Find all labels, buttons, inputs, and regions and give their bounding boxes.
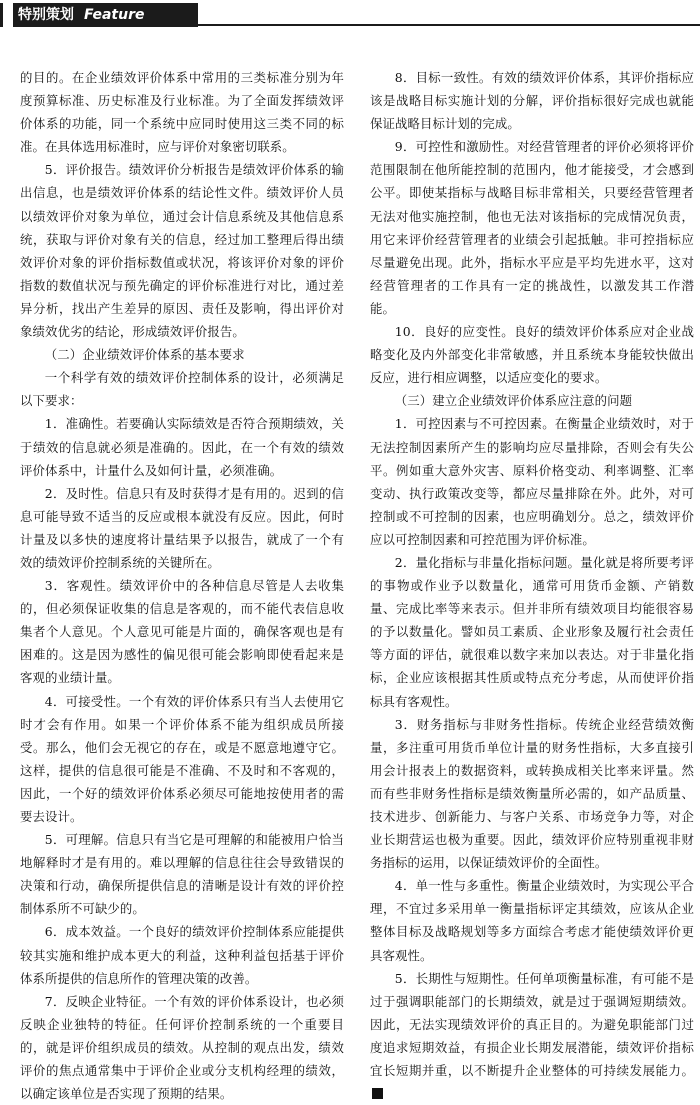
paragraph: 1．可控因素与不可控因素。在衡量企业绩效时，对于无法控制因素所产生的影响均应尽量排除，否则会有失公平。例如重大意外灾害、原料价格变动、利率调整、汇率变动、执行政策改变等，都应尽量排除在外。此外，对可控制或不可控制的因素，也应明确划分。总之，绩效评价应以可控制因素和可控范围为评价标准。 bbox=[370, 416, 694, 547]
paragraph: 一个科学有效的绩效评价控制体系的设计，必须满足以下要求： bbox=[20, 370, 344, 409]
paragraph: 5．评价报告。绩效评价分析报告是绩效评价体系的输出信息，也是绩效评价体系的结论性文件。绩效评价人员以绩效评价对象为单位，通过会计信息系统及其他信息系统，获取与评价对象有关的信息，经过加工整理后得出绩效评价对象的评价指标数值或状况，将该评价对象的评价指数的数值状况与预先确定的评价标准进行对比，通过差异分析，找出产生差异的原因、责任及影响，得出评价对象绩效优劣的结论，形成绩效评价报告。 bbox=[20, 162, 344, 340]
end-of-article-mark bbox=[372, 1088, 383, 1099]
paragraph-last bbox=[370, 967, 694, 1105]
right-column bbox=[370, 66, 694, 1105]
paragraph: 2．量化指标与非量化指标问题。量化就是将所要考评的事物或作业予以数量化，通常可用货币金额、产销数量、完成比率等来表示。但并非所有绩效项目均能很容易的予以数量化。譬如员工素质、企业形象及履行社会责任等方面的评估，就很难以数字来加以表达。对于非量化指标，企业应该根据其性质或特点充分考虑，从而使评价指标具有客观性。 bbox=[370, 554, 694, 709]
section-label-en: Feature bbox=[84, 7, 145, 23]
header-rule bbox=[198, 24, 700, 26]
paragraph: 4．单一性与多重性。衡量企业绩效时，为实现公平合理，不宜过多采用单一衡量指标评定其绩效，应该从企业整体目标及战略规划等多方面综合考虑才能使绩效评价更具客观性。 bbox=[370, 878, 694, 963]
paragraph: 7．反映企业特征。一个有效的评价体系设计，也必须反映企业独特的特征。任何评价控制系统的一个重要目的，就是评价组织成员的绩效。从控制的观点出发，绩效评价的焦点通常集中于评价企业或分支机构经理的绩效，以确定该单位是否实现了预期的结果。 bbox=[20, 993, 344, 1102]
section-label bbox=[18, 3, 144, 27]
paragraph: 3．财务指标与非财务性指标。传统企业经营绩效衡量，多注重可用货币单位计量的财务性指标，大多直接引用会计报表上的数据资料，或转换成相关比率来评量。然而有些非财务性指标是绩效衡量所必需的，如产品质量、技术进步、创新能力、与客户关系、市场竞争力等，对企业长期营运也极为重要。因此，绩效评价应特别重视非财务指标的运用，以保证绩效评价的全面性。 bbox=[370, 716, 694, 871]
section-heading: （二）企业绩效评价体系的基本要求 bbox=[44, 347, 245, 363]
paragraph-last-text: 5．长期性与短期性。任何单项衡量标准，有可能不是过于强调职能部门的长期绩效，就是过于强调短期绩效。因此，无法实现绩效评价的真正目的。为避免职能部门过度追求短期效益，有损企业长期发展潜能，绩效评价指标宜长短期并重，以不断提升企业整体的可持续发展能力。 bbox=[370, 970, 694, 1079]
section-heading: （三）建立企业绩效评价体系应注意的问题 bbox=[394, 393, 633, 409]
header-decor-block bbox=[3, 3, 13, 27]
paragraph: 4．可接受性。一个有效的评价体系只有当人去使用它时才会有作用。如果一个评价体系不能为组织成员所接受。那么，他们会无视它的存在，或是不愿意地遵守它。这样，提供的信息很可能是不准确、不及时和不客观的，因此，一个好的绩效评价体系必须尽可能地按使用者的需要去设计。 bbox=[20, 693, 344, 824]
paragraph: 8．目标一致性。有效的绩效评价体系，其评价指标应该是战略目标实施计划的分解，评价指标很好完成也就能保证战略目标计划的完成。 bbox=[370, 70, 694, 132]
paragraph: 6．成本效益。一个良好的绩效评价控制体系应能提供较其实施和维护成本更大的利益，这种利益包括基于评价体系所提供的信息所作的管理决策的改善。 bbox=[20, 924, 344, 986]
section-label-zh: 特别策划 bbox=[18, 7, 74, 23]
left-column bbox=[20, 66, 344, 1105]
paragraph: 10．良好的应变性。良好的绩效评价体系应对企业战略变化及内外部变化非常敏感，并且系统本身能较快做出反应，进行相应调整，以适应变化的要求。 bbox=[370, 324, 694, 386]
paragraph: 的目的。在企业绩效评价体系中常用的三类标准分别为年度预算标准、历史标准及行业标准。为了全面发挥绩效评价体系的功能，同一个系统中应同时使用这三类不同的标准。在具体选用标准时，应与评价对象密切联系。 bbox=[20, 70, 344, 155]
paragraph: 2．及时性。信息只有及时获得才是有用的。迟到的信息可能导致不适当的反应或根本就没有反应。因此，何时计量及以多快的速度将计量结果予以报告，就成了一个有效的绩效评价控制系统的关键所在。 bbox=[20, 485, 344, 570]
page-header bbox=[0, 0, 700, 28]
paragraph: 5．可理解。信息只有当它是可理解的和能被用户恰当地解释时才是有用的。难以理解的信息往往会导致错误的决策和行动，确保所提供信息的清晰是设计有效的评价控制体系所不可缺少的。 bbox=[20, 832, 344, 917]
paragraph: 3．客观性。绩效评价中的各种信息尽管是人去收集的，但必须保证收集的信息是客观的，而不能代表信息收集者个人意见。个人意见可能是片面的，确保客观也是有困难的。这是因为感性的偏见很可能会影响即使看起来是客观的业绩计量。 bbox=[20, 578, 344, 686]
paragraph: 9．可控性和激励性。对经营管理者的评价必须将评价范围限制在他所能控制的范围内，他才能接受，才会感到公平。即使某指标与战略目标非常相关，只要经营管理者无法对他实施控制，他也无法对该指标的完成情况负责，用它来评价经营管理者的业绩会引起抵触。非可控指标应尽量避免出现。此外，指标水平应是平均先进水平，这对经营管理者的工作具有一定的挑战性，以激发其工作潜能。 bbox=[370, 139, 694, 316]
paragraph: 1．准确性。若要确认实际绩效是否符合预期绩效，关于绩效的信息就必须是准确的。因此，在一个有效的绩效评价体系中，计量什么及如何计量，必须准确。 bbox=[20, 416, 344, 478]
